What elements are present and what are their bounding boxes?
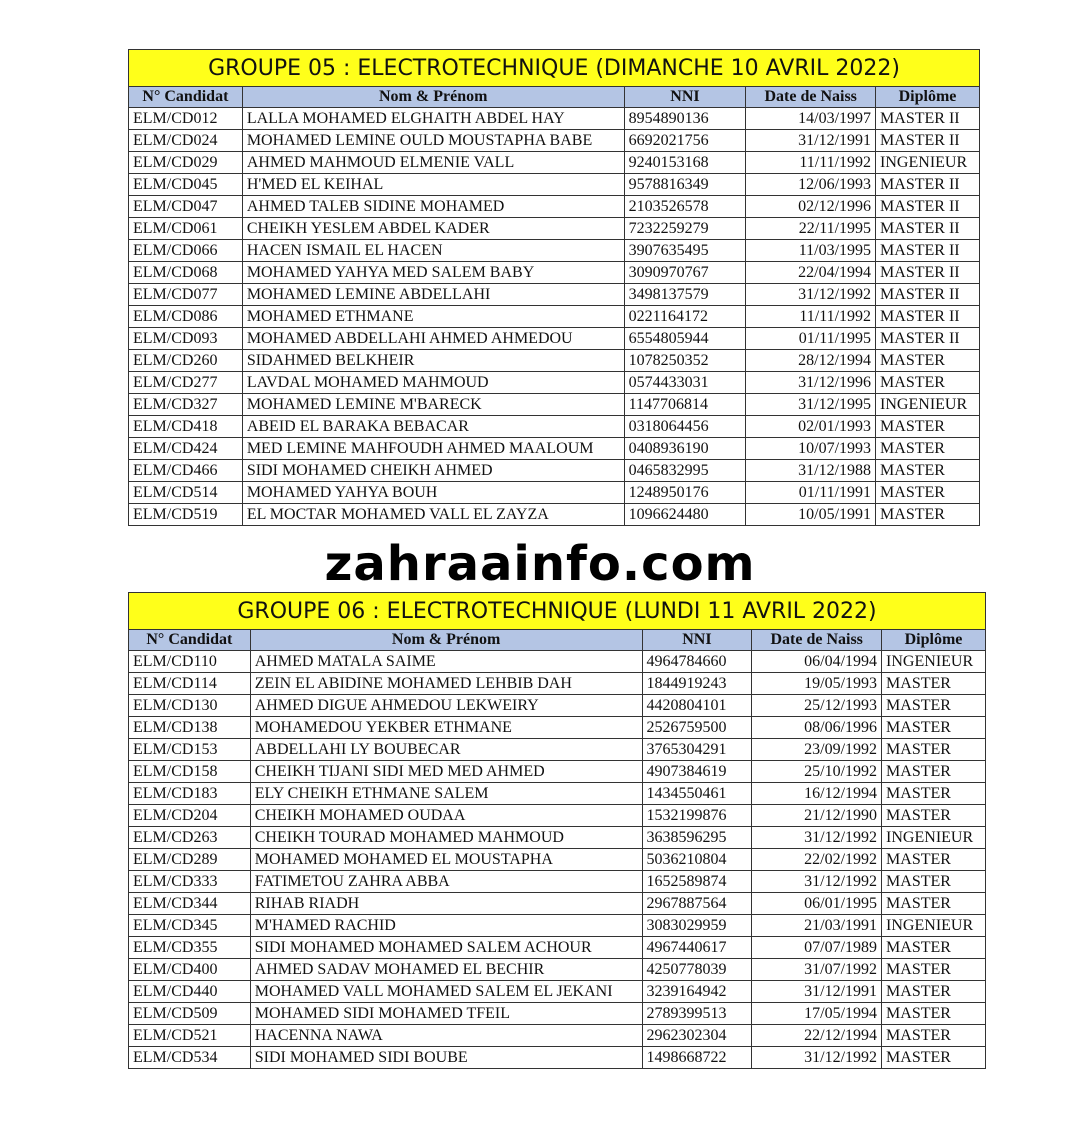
diploma-cell: MASTER — [882, 739, 986, 761]
diploma-cell: MASTER II — [876, 306, 980, 328]
name-cell: SIDI MOHAMED MOHAMED SALEM ACHOUR — [250, 937, 642, 959]
name-cell: MOHAMED ABDELLAHI AHMED AHMEDOU — [242, 328, 624, 350]
candidate-id-cell: ELM/CD519 — [129, 504, 243, 526]
header-birth-date: Date de Naiss — [752, 630, 882, 651]
name-cell: LALLA MOHAMED ELGHAITH ABDEL HAY — [242, 108, 624, 130]
header-nni: NNI — [642, 630, 752, 651]
nni-cell: 1078250352 — [624, 350, 746, 372]
table-row — [129, 827, 986, 849]
nni-cell: 4907384619 — [642, 761, 752, 783]
nni-cell: 2967887564 — [642, 893, 752, 915]
diploma-cell: MASTER — [882, 1025, 986, 1047]
nni-cell: 1248950176 — [624, 482, 746, 504]
birth-date-cell: 25/10/1992 — [752, 761, 882, 783]
table-row — [129, 174, 980, 196]
diploma-cell: MASTER II — [876, 196, 980, 218]
diploma-cell: MASTER — [882, 717, 986, 739]
candidate-id-cell: ELM/CD400 — [129, 959, 251, 981]
table-row — [129, 1025, 986, 1047]
birth-date-cell: 21/12/1990 — [752, 805, 882, 827]
birth-date-cell: 14/03/1997 — [746, 108, 876, 130]
nni-cell: 2962302304 — [642, 1025, 752, 1047]
candidate-id-cell: ELM/CD158 — [129, 761, 251, 783]
group-05-table — [128, 49, 980, 526]
candidate-id-cell: ELM/CD277 — [129, 372, 243, 394]
birth-date-cell: 11/11/1992 — [746, 152, 876, 174]
table-row — [129, 130, 980, 152]
name-cell: SIDAHMED BELKHEIR — [242, 350, 624, 372]
name-cell: RIHAB RIADH — [250, 893, 642, 915]
table-row — [129, 893, 986, 915]
nni-cell: 7232259279 — [624, 218, 746, 240]
candidate-id-cell: ELM/CD440 — [129, 981, 251, 1003]
diploma-cell: MASTER — [882, 783, 986, 805]
nni-cell: 4420804101 — [642, 695, 752, 717]
birth-date-cell: 10/05/1991 — [746, 504, 876, 526]
nni-cell: 0318064456 — [624, 416, 746, 438]
nni-cell: 3498137579 — [624, 284, 746, 306]
diploma-cell: MASTER — [876, 350, 980, 372]
nni-cell: 2789399513 — [642, 1003, 752, 1025]
diploma-cell: MASTER II — [876, 240, 980, 262]
nni-cell: 3765304291 — [642, 739, 752, 761]
candidate-id-cell: ELM/CD130 — [129, 695, 251, 717]
nni-cell: 1844919243 — [642, 673, 752, 695]
birth-date-cell: 23/09/1992 — [752, 739, 882, 761]
table-row — [129, 394, 980, 416]
table-row — [129, 761, 986, 783]
header-candidate-id: N° Candidat — [129, 87, 243, 108]
nni-cell: 3638596295 — [642, 827, 752, 849]
nni-cell: 1652589874 — [642, 871, 752, 893]
name-cell: MOHAMED ETHMANE — [242, 306, 624, 328]
birth-date-cell: 31/12/1992 — [746, 284, 876, 306]
nni-cell: 0221164172 — [624, 306, 746, 328]
header-candidate-id: N° Candidat — [129, 630, 251, 651]
birth-date-cell: 08/06/1996 — [752, 717, 882, 739]
candidate-id-cell: ELM/CD047 — [129, 196, 243, 218]
name-cell: FATIMETOU ZAHRA ABBA — [250, 871, 642, 893]
name-cell: AHMED DIGUE AHMEDOU LEKWEIRY — [250, 695, 642, 717]
name-cell: M'HAMED RACHID — [250, 915, 642, 937]
candidate-id-cell: ELM/CD260 — [129, 350, 243, 372]
name-cell: MED LEMINE MAHFOUDH AHMED MAALOUM — [242, 438, 624, 460]
name-cell: MOHAMED YAHYA BOUH — [242, 482, 624, 504]
diploma-cell: MASTER — [876, 438, 980, 460]
birth-date-cell: 31/12/1996 — [746, 372, 876, 394]
header-name: Nom & Prénom — [250, 630, 642, 651]
candidate-id-cell: ELM/CD289 — [129, 849, 251, 871]
name-cell: CHEIKH MOHAMED OUDAA — [250, 805, 642, 827]
table-row — [129, 651, 986, 673]
nni-cell: 9578816349 — [624, 174, 746, 196]
candidate-id-cell: ELM/CD153 — [129, 739, 251, 761]
name-cell: MOHAMED YAHYA MED SALEM BABY — [242, 262, 624, 284]
candidate-id-cell: ELM/CD045 — [129, 174, 243, 196]
birth-date-cell: 06/01/1995 — [752, 893, 882, 915]
table-row — [129, 1047, 986, 1069]
watermark-text: zahraainfo.com — [324, 536, 756, 592]
nni-cell: 2526759500 — [642, 717, 752, 739]
name-cell: ABEID EL BARAKA BEBACAR — [242, 416, 624, 438]
table-row — [129, 871, 986, 893]
birth-date-cell: 22/12/1994 — [752, 1025, 882, 1047]
birth-date-cell: 02/01/1993 — [746, 416, 876, 438]
candidate-id-cell: ELM/CD077 — [129, 284, 243, 306]
table-row — [129, 328, 980, 350]
candidate-id-cell: ELM/CD345 — [129, 915, 251, 937]
candidate-id-cell: ELM/CD110 — [129, 651, 251, 673]
candidate-id-cell: ELM/CD424 — [129, 438, 243, 460]
name-cell: MOHAMED MOHAMED EL MOUSTAPHA — [250, 849, 642, 871]
diploma-cell: INGENIEUR — [882, 827, 986, 849]
birth-date-cell: 11/11/1992 — [746, 306, 876, 328]
table-row — [129, 350, 980, 372]
nni-cell: 4964784660 — [642, 651, 752, 673]
name-cell: MOHAMED LEMINE OULD MOUSTAPHA BABE — [242, 130, 624, 152]
name-cell: CHEIKH TIJANI SIDI MED MED AHMED — [250, 761, 642, 783]
table-row — [129, 504, 980, 526]
candidate-id-cell: ELM/CD327 — [129, 394, 243, 416]
nni-cell: 5036210804 — [642, 849, 752, 871]
diploma-cell: MASTER — [882, 849, 986, 871]
diploma-cell: MASTER II — [876, 328, 980, 350]
birth-date-cell: 02/12/1996 — [746, 196, 876, 218]
name-cell: ZEIN EL ABIDINE MOHAMED LEHBIB DAH — [250, 673, 642, 695]
candidate-id-cell: ELM/CD204 — [129, 805, 251, 827]
name-cell: MOHAMEDOU YEKBER ETHMANE — [250, 717, 642, 739]
table-row — [129, 695, 986, 717]
nni-cell: 8954890136 — [624, 108, 746, 130]
birth-date-cell: 06/04/1994 — [752, 651, 882, 673]
name-cell: MOHAMED VALL MOHAMED SALEM EL JEKANI — [250, 981, 642, 1003]
table-row — [129, 673, 986, 695]
name-cell: HACENNA NAWA — [250, 1025, 642, 1047]
nni-cell: 9240153168 — [624, 152, 746, 174]
candidate-id-cell: ELM/CD183 — [129, 783, 251, 805]
diploma-cell: MASTER — [882, 893, 986, 915]
birth-date-cell: 16/12/1994 — [752, 783, 882, 805]
candidate-id-cell: ELM/CD093 — [129, 328, 243, 350]
candidate-id-cell: ELM/CD509 — [129, 1003, 251, 1025]
birth-date-cell: 25/12/1993 — [752, 695, 882, 717]
table-row — [129, 849, 986, 871]
table-row — [129, 460, 980, 482]
candidate-id-cell: ELM/CD521 — [129, 1025, 251, 1047]
diploma-cell: MASTER — [882, 805, 986, 827]
diploma-cell: MASTER II — [876, 262, 980, 284]
nni-cell: 6692021756 — [624, 130, 746, 152]
diploma-cell: INGENIEUR — [882, 651, 986, 673]
birth-date-cell: 31/12/1991 — [752, 981, 882, 1003]
name-cell: AHMED MAHMOUD ELMENIE VALL — [242, 152, 624, 174]
candidate-id-cell: ELM/CD418 — [129, 416, 243, 438]
name-cell: ELY CHEIKH ETHMANE SALEM — [250, 783, 642, 805]
nni-cell: 3239164942 — [642, 981, 752, 1003]
birth-date-cell: 31/12/1995 — [746, 394, 876, 416]
diploma-cell: MASTER II — [876, 130, 980, 152]
candidate-id-cell: ELM/CD061 — [129, 218, 243, 240]
table-row — [129, 218, 980, 240]
name-cell: SIDI MOHAMED SIDI BOUBE — [250, 1047, 642, 1069]
diploma-cell: INGENIEUR — [876, 152, 980, 174]
diploma-cell: MASTER — [882, 981, 986, 1003]
table-row — [129, 262, 980, 284]
nni-cell: 1434550461 — [642, 783, 752, 805]
candidate-id-cell: ELM/CD333 — [129, 871, 251, 893]
table-row — [129, 937, 986, 959]
name-cell: MOHAMED LEMINE ABDELLAHI — [242, 284, 624, 306]
birth-date-cell: 17/05/1994 — [752, 1003, 882, 1025]
diploma-cell: INGENIEUR — [882, 915, 986, 937]
birth-date-cell: 07/07/1989 — [752, 937, 882, 959]
diploma-cell: MASTER — [882, 937, 986, 959]
diploma-cell: MASTER — [876, 416, 980, 438]
header-diploma: Diplôme — [882, 630, 986, 651]
name-cell: SIDI MOHAMED CHEIKH AHMED — [242, 460, 624, 482]
table-row — [129, 284, 980, 306]
diploma-cell: MASTER — [876, 482, 980, 504]
birth-date-cell: 31/12/1992 — [752, 1047, 882, 1069]
birth-date-cell: 19/05/1993 — [752, 673, 882, 695]
table-row — [129, 240, 980, 262]
table-row — [129, 482, 980, 504]
name-cell: AHMED SADAV MOHAMED EL BECHIR — [250, 959, 642, 981]
candidate-id-cell: ELM/CD355 — [129, 937, 251, 959]
birth-date-cell: 22/04/1994 — [746, 262, 876, 284]
diploma-cell: MASTER — [882, 1047, 986, 1069]
group-title: GROUPE 06 : ELECTROTECHNIQUE (LUNDI 11 AVRIL 2022) — [129, 593, 986, 630]
name-cell: MOHAMED LEMINE M'BARECK — [242, 394, 624, 416]
candidate-id-cell: ELM/CD029 — [129, 152, 243, 174]
nni-cell: 3083029959 — [642, 915, 752, 937]
name-cell: AHMED MATALA SAIME — [250, 651, 642, 673]
table-row — [129, 416, 980, 438]
birth-date-cell: 01/11/1991 — [746, 482, 876, 504]
name-cell: H'MED EL KEIHAL — [242, 174, 624, 196]
name-cell: CHEIKH TOURAD MOHAMED MAHMOUD — [250, 827, 642, 849]
birth-date-cell: 31/07/1992 — [752, 959, 882, 981]
table-row — [129, 783, 986, 805]
table-row — [129, 805, 986, 827]
name-cell: AHMED TALEB SIDINE MOHAMED — [242, 196, 624, 218]
name-cell: ABDELLAHI LY BOUBECAR — [250, 739, 642, 761]
nni-cell: 4967440617 — [642, 937, 752, 959]
diploma-cell: MASTER — [876, 504, 980, 526]
diploma-cell: MASTER — [882, 673, 986, 695]
candidate-id-cell: ELM/CD012 — [129, 108, 243, 130]
table-row — [129, 372, 980, 394]
candidate-id-cell: ELM/CD114 — [129, 673, 251, 695]
table-row — [129, 196, 980, 218]
nni-cell: 0465832995 — [624, 460, 746, 482]
nni-cell: 2103526578 — [624, 196, 746, 218]
diploma-cell: MASTER — [882, 1003, 986, 1025]
diploma-cell: MASTER II — [876, 108, 980, 130]
diploma-cell: MASTER — [882, 761, 986, 783]
birth-date-cell: 11/03/1995 — [746, 240, 876, 262]
birth-date-cell: 22/02/1992 — [752, 849, 882, 871]
group-title: GROUPE 05 : ELECTROTECHNIQUE (DIMANCHE 10 AVRIL 2022) — [129, 50, 980, 87]
nni-cell: 3907635495 — [624, 240, 746, 262]
birth-date-cell: 31/12/1992 — [752, 827, 882, 849]
candidate-id-cell: ELM/CD514 — [129, 482, 243, 504]
diploma-cell: MASTER — [882, 871, 986, 893]
nni-cell: 1096624480 — [624, 504, 746, 526]
candidate-id-cell: ELM/CD138 — [129, 717, 251, 739]
birth-date-cell: 12/06/1993 — [746, 174, 876, 196]
nni-cell: 1498668722 — [642, 1047, 752, 1069]
table-row — [129, 152, 980, 174]
birth-date-cell: 01/11/1995 — [746, 328, 876, 350]
birth-date-cell: 28/12/1994 — [746, 350, 876, 372]
candidate-id-cell: ELM/CD344 — [129, 893, 251, 915]
birth-date-cell: 31/12/1988 — [746, 460, 876, 482]
table-row — [129, 108, 980, 130]
birth-date-cell: 10/07/1993 — [746, 438, 876, 460]
nni-cell: 0574433031 — [624, 372, 746, 394]
candidate-id-cell: ELM/CD263 — [129, 827, 251, 849]
nni-cell: 0408936190 — [624, 438, 746, 460]
birth-date-cell: 31/12/1991 — [746, 130, 876, 152]
diploma-cell: MASTER — [882, 959, 986, 981]
header-diploma: Diplôme — [876, 87, 980, 108]
group-06-table — [128, 592, 986, 1069]
header-name: Nom & Prénom — [242, 87, 624, 108]
candidate-id-cell: ELM/CD024 — [129, 130, 243, 152]
birth-date-cell: 31/12/1992 — [752, 871, 882, 893]
table-row — [129, 739, 986, 761]
name-cell: MOHAMED SIDI MOHAMED TFEIL — [250, 1003, 642, 1025]
table-row — [129, 915, 986, 937]
name-cell: CHEIKH YESLEM ABDEL KADER — [242, 218, 624, 240]
diploma-cell: MASTER II — [876, 174, 980, 196]
diploma-cell: INGENIEUR — [876, 394, 980, 416]
header-nni: NNI — [624, 87, 746, 108]
candidate-id-cell: ELM/CD534 — [129, 1047, 251, 1069]
nni-cell: 6554805944 — [624, 328, 746, 350]
name-cell: LAVDAL MOHAMED MAHMOUD — [242, 372, 624, 394]
table-row — [129, 717, 986, 739]
candidate-id-cell: ELM/CD066 — [129, 240, 243, 262]
birth-date-cell: 21/03/1991 — [752, 915, 882, 937]
table-row — [129, 981, 986, 1003]
diploma-cell: MASTER — [882, 695, 986, 717]
diploma-cell: MASTER II — [876, 218, 980, 240]
table-row — [129, 438, 980, 460]
name-cell: EL MOCTAR MOHAMED VALL EL ZAYZA — [242, 504, 624, 526]
birth-date-cell: 22/11/1995 — [746, 218, 876, 240]
table-row — [129, 306, 980, 328]
candidate-id-cell: ELM/CD086 — [129, 306, 243, 328]
candidate-id-cell: ELM/CD466 — [129, 460, 243, 482]
nni-cell: 1147706814 — [624, 394, 746, 416]
diploma-cell: MASTER — [876, 460, 980, 482]
header-birth-date: Date de Naiss — [746, 87, 876, 108]
candidate-id-cell: ELM/CD068 — [129, 262, 243, 284]
name-cell: HACEN ISMAIL EL HACEN — [242, 240, 624, 262]
table-row — [129, 1003, 986, 1025]
nni-cell: 1532199876 — [642, 805, 752, 827]
table-row — [129, 959, 986, 981]
diploma-cell: MASTER — [876, 372, 980, 394]
nni-cell: 4250778039 — [642, 959, 752, 981]
nni-cell: 3090970767 — [624, 262, 746, 284]
diploma-cell: MASTER II — [876, 284, 980, 306]
